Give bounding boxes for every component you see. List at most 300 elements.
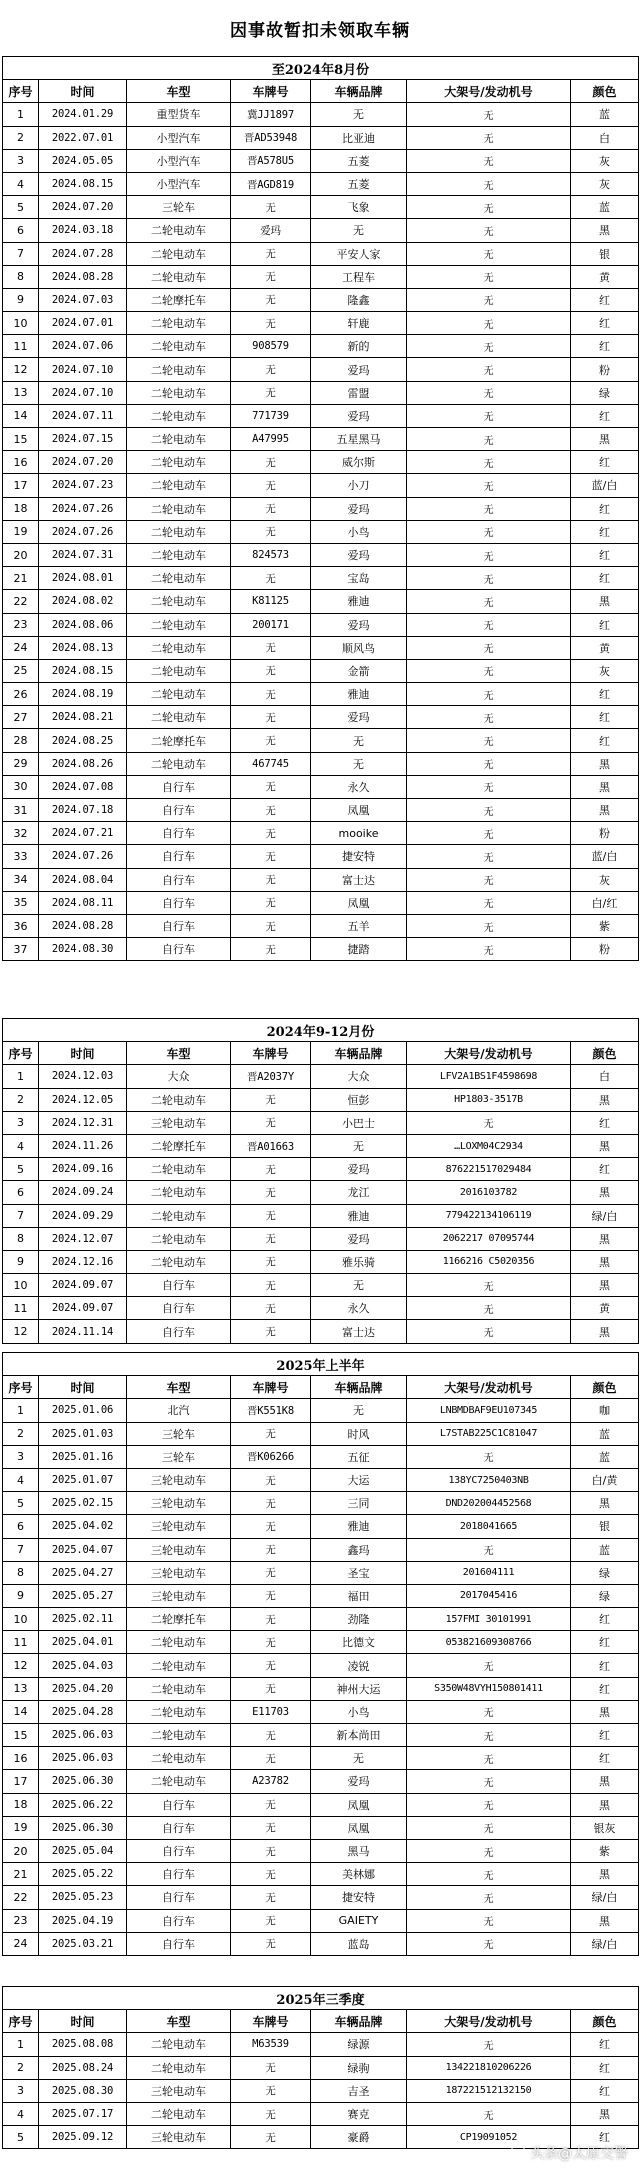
table-cell: 红 bbox=[571, 1158, 639, 1181]
table-cell: 2024.07.03 bbox=[39, 288, 127, 311]
table-cell: 银灰 bbox=[571, 1816, 639, 1839]
table-row bbox=[3, 752, 639, 775]
table-cell: 二轮电动车 bbox=[127, 520, 231, 543]
table-cell: 2024.09.24 bbox=[39, 1181, 127, 1204]
table-cell: 晋A578U5 bbox=[231, 149, 311, 172]
table-cell: 无 bbox=[231, 729, 311, 752]
table-cell: 23 bbox=[3, 613, 39, 636]
table-cell: 三轮电动车 bbox=[127, 1538, 231, 1561]
column-header: 车型 bbox=[127, 80, 231, 103]
table-cell: 灰 bbox=[571, 172, 639, 195]
table-cell: 三轮电动车 bbox=[127, 2079, 231, 2102]
table-cell: 三轮电动车 bbox=[127, 1561, 231, 1584]
table-cell: 无 bbox=[407, 1297, 571, 1320]
column-header: 车牌号 bbox=[231, 1376, 311, 1399]
table-cell: 红 bbox=[571, 683, 639, 706]
table-row bbox=[3, 1932, 639, 1955]
table-cell: 二轮电动车 bbox=[127, 567, 231, 590]
table-cell: 二轮电动车 bbox=[127, 2056, 231, 2079]
table-row bbox=[3, 103, 639, 126]
table-cell: 157FMI 30101991 bbox=[407, 1608, 571, 1631]
table-row bbox=[3, 2056, 639, 2079]
table-cell: 爱玛 bbox=[311, 1227, 407, 1250]
table-cell: 绿 bbox=[571, 1561, 639, 1584]
table-cell: 三轮电动车 bbox=[127, 1584, 231, 1607]
table-row bbox=[3, 219, 639, 242]
table-cell: 黑 bbox=[571, 1770, 639, 1793]
column-header: 序号 bbox=[3, 80, 39, 103]
table-row bbox=[3, 265, 639, 288]
table-row bbox=[3, 822, 639, 845]
table-cell: 蓝 bbox=[571, 1422, 639, 1445]
table-cell: 2025.03.21 bbox=[39, 1932, 127, 1955]
table-row bbox=[3, 683, 639, 706]
table-cell: 爱玛 bbox=[311, 358, 407, 381]
table-cell: 红 bbox=[571, 543, 639, 566]
table-cell: 雅迪 bbox=[311, 1204, 407, 1227]
table-cell: 黑 bbox=[571, 1793, 639, 1816]
table-row bbox=[3, 1863, 639, 1886]
table-row bbox=[3, 1181, 639, 1204]
table-cell: 大众 bbox=[127, 1065, 231, 1088]
table-row bbox=[3, 1515, 639, 1538]
table-cell: K81125 bbox=[231, 590, 311, 613]
table-cell: 22 bbox=[3, 590, 39, 613]
table-cell: 19 bbox=[3, 520, 39, 543]
table-cell: 2025.08.08 bbox=[39, 2033, 127, 2056]
table-row bbox=[3, 1111, 639, 1134]
table-row bbox=[3, 149, 639, 172]
table-cell: 无 bbox=[231, 1816, 311, 1839]
table-cell: 无 bbox=[407, 219, 571, 242]
table-cell: 无 bbox=[231, 1631, 311, 1654]
table-cell: 自行车 bbox=[127, 1816, 231, 1839]
table-cell: 1 bbox=[3, 103, 39, 126]
table-row bbox=[3, 196, 639, 219]
table-cell: 无 bbox=[231, 1468, 311, 1491]
table-cell: 自行车 bbox=[127, 868, 231, 891]
table-cell: 凤凰 bbox=[311, 1816, 407, 1839]
table-cell: 豪爵 bbox=[311, 2126, 407, 2149]
table-cell: 无 bbox=[231, 1297, 311, 1320]
table-row bbox=[3, 845, 639, 868]
table-cell: 22 bbox=[3, 1886, 39, 1909]
table-cell: 二轮电动车 bbox=[127, 451, 231, 474]
table-cell: 红 bbox=[571, 729, 639, 752]
table-cell: 2024.12.03 bbox=[39, 1065, 127, 1088]
table-cell: 灰 bbox=[571, 659, 639, 682]
table-cell: 白/黄 bbox=[571, 1468, 639, 1491]
table-cell: 自行车 bbox=[127, 914, 231, 937]
table-cell: 21 bbox=[3, 1863, 39, 1886]
table-cell: HP1803-3517B bbox=[407, 1088, 571, 1111]
table-cell: 无 bbox=[231, 1677, 311, 1700]
table-row bbox=[3, 729, 639, 752]
table-cell: 无 bbox=[407, 1654, 571, 1677]
watermark-text: 头条@太原交警 bbox=[530, 2146, 628, 2162]
table-cell: 富士达 bbox=[311, 868, 407, 891]
table-cell: 红 bbox=[571, 288, 639, 311]
table-cell: 19 bbox=[3, 1816, 39, 1839]
table-cell: 黄 bbox=[571, 1297, 639, 1320]
table-cell: 二轮摩托车 bbox=[127, 1608, 231, 1631]
table-cell: 2024.08.15 bbox=[39, 659, 127, 682]
table-cell: 自行车 bbox=[127, 1932, 231, 1955]
table-cell: 无 bbox=[231, 1515, 311, 1538]
table-cell: 138YC7250403NB bbox=[407, 1468, 571, 1491]
table-cell: 无 bbox=[231, 358, 311, 381]
table-cell: 1 bbox=[3, 1065, 39, 1088]
table-cell: DND202004452568 bbox=[407, 1492, 571, 1515]
table-cell: 36 bbox=[3, 914, 39, 937]
table-cell: 2024.07.11 bbox=[39, 404, 127, 427]
table-cell: 9 bbox=[3, 288, 39, 311]
table-cell: 无 bbox=[407, 567, 571, 590]
table-cell: 黑 bbox=[571, 775, 639, 798]
table-cell: 14 bbox=[3, 1700, 39, 1723]
table-cell: 二轮电动车 bbox=[127, 265, 231, 288]
table-cell: 二轮电动车 bbox=[127, 1227, 231, 1250]
table-row bbox=[3, 1793, 639, 1816]
table-cell: 蓝 bbox=[571, 103, 639, 126]
table-cell: 二轮摩托车 bbox=[127, 1134, 231, 1157]
table-cell: 北汽 bbox=[127, 1399, 231, 1422]
table-cell: 无 bbox=[407, 1839, 571, 1862]
table-cell: 6 bbox=[3, 219, 39, 242]
table-cell: 1166216 C5020356 bbox=[407, 1250, 571, 1273]
table-cell: 2024.05.05 bbox=[39, 149, 127, 172]
table-cell: 雷盟 bbox=[311, 381, 407, 404]
table-row bbox=[3, 1088, 639, 1111]
table-cell: 2025.09.12 bbox=[39, 2126, 127, 2149]
table-cell: 2025.04.27 bbox=[39, 1561, 127, 1584]
table-cell: 无 bbox=[231, 845, 311, 868]
table-cell: 二轮电动车 bbox=[127, 1747, 231, 1770]
table-cell: 圣宝 bbox=[311, 1561, 407, 1584]
table-cell: 黑 bbox=[571, 1227, 639, 1250]
table-cell: 无 bbox=[231, 636, 311, 659]
table-cell: 爱玛 bbox=[231, 219, 311, 242]
table-cell: 无 bbox=[231, 1886, 311, 1909]
table-cell: 雅迪 bbox=[311, 590, 407, 613]
table-row bbox=[3, 381, 639, 404]
table-cell: 黑 bbox=[571, 1274, 639, 1297]
table-row bbox=[3, 172, 639, 195]
table-cell: 2024.07.10 bbox=[39, 381, 127, 404]
table-cell: 自行车 bbox=[127, 1839, 231, 1862]
table-row bbox=[3, 1065, 639, 1088]
table-cell: 25 bbox=[3, 659, 39, 682]
table-cell: 7 bbox=[3, 1538, 39, 1561]
table-cell: 爱玛 bbox=[311, 543, 407, 566]
table-cell: 重型货车 bbox=[127, 103, 231, 126]
table-cell: 2024.12.31 bbox=[39, 1111, 127, 1134]
table-cell: 二轮电动车 bbox=[127, 636, 231, 659]
table-cell: 2024.09.16 bbox=[39, 1158, 127, 1181]
table-cell: 2024.07.26 bbox=[39, 845, 127, 868]
table-cell: 无 bbox=[231, 312, 311, 335]
table-cell: 无 bbox=[231, 1158, 311, 1181]
table-cell: 无 bbox=[407, 706, 571, 729]
table-row bbox=[3, 1274, 639, 1297]
table-cell: 自行车 bbox=[127, 822, 231, 845]
table-cell: 无 bbox=[231, 822, 311, 845]
table-cell: 无 bbox=[231, 1204, 311, 1227]
table-cell: 无 bbox=[311, 219, 407, 242]
table-cell: 无 bbox=[407, 381, 571, 404]
table-cell: 2025.04.19 bbox=[39, 1909, 127, 1932]
table-cell: 无 bbox=[231, 1747, 311, 1770]
header-row bbox=[3, 80, 639, 103]
table-cell: 永久 bbox=[311, 1297, 407, 1320]
table-cell: 2025.06.30 bbox=[39, 1770, 127, 1793]
table-cell: 比德文 bbox=[311, 1631, 407, 1654]
table-cell: 小型汽车 bbox=[127, 172, 231, 195]
table-cell: LNBMDBAF9EU107345 bbox=[407, 1399, 571, 1422]
table-cell: 白 bbox=[571, 1065, 639, 1088]
table-cell: 15 bbox=[3, 1724, 39, 1747]
table-cell: 二轮电动车 bbox=[127, 219, 231, 242]
table-cell: 无 bbox=[407, 683, 571, 706]
table-cell: 2025.08.24 bbox=[39, 2056, 127, 2079]
table-cell: 雅乐骑 bbox=[311, 1250, 407, 1273]
table-cell: 无 bbox=[407, 1909, 571, 1932]
table-cell: 无 bbox=[231, 2102, 311, 2125]
table-cell: 新的 bbox=[311, 335, 407, 358]
table-row bbox=[3, 358, 639, 381]
table-cell: 18 bbox=[3, 1793, 39, 1816]
table-cell: 银 bbox=[571, 242, 639, 265]
table-cell: 二轮电动车 bbox=[127, 1204, 231, 1227]
table-cell: 工程车 bbox=[311, 265, 407, 288]
table-row bbox=[3, 2079, 639, 2102]
table-cell: 无 bbox=[311, 1134, 407, 1157]
table-cell: 捷安特 bbox=[311, 1886, 407, 1909]
table-cell: 2024.11.26 bbox=[39, 1134, 127, 1157]
table-cell: 2025.04.07 bbox=[39, 1538, 127, 1561]
table-cell: 2024.09.29 bbox=[39, 1204, 127, 1227]
table-cell: 无 bbox=[231, 1422, 311, 1445]
table-cell: 自行车 bbox=[127, 938, 231, 961]
table-cell: 无 bbox=[231, 381, 311, 404]
table-cell: 2024.07.23 bbox=[39, 474, 127, 497]
table-cell: 无 bbox=[407, 1538, 571, 1561]
table-cell: 无 bbox=[407, 335, 571, 358]
table-row bbox=[3, 1747, 639, 1770]
table-cell: 晋AGD819 bbox=[231, 172, 311, 195]
table-cell: 蓝 bbox=[571, 196, 639, 219]
table-row bbox=[3, 1204, 639, 1227]
column-header: 车辆品牌 bbox=[311, 1376, 407, 1399]
table-cell: 红 bbox=[571, 1724, 639, 1747]
table-cell: 三轮电动车 bbox=[127, 1468, 231, 1491]
table-cell: 5 bbox=[3, 1492, 39, 1515]
table-cell: 三轮电动车 bbox=[127, 1515, 231, 1538]
table-cell: 4 bbox=[3, 2102, 39, 2125]
table-cell: 2024.12.05 bbox=[39, 1088, 127, 1111]
table-cell: 红 bbox=[571, 1111, 639, 1134]
table-cell: 二轮电动车 bbox=[127, 1250, 231, 1273]
table-cell: 平安人家 bbox=[311, 242, 407, 265]
column-header: 车牌号 bbox=[231, 2010, 311, 2033]
table-cell: 2025.06.03 bbox=[39, 1747, 127, 1770]
table-cell: 3 bbox=[3, 149, 39, 172]
table-cell: 2 bbox=[3, 1088, 39, 1111]
table-row bbox=[3, 1492, 639, 1515]
table-row bbox=[3, 1538, 639, 1561]
table-row bbox=[3, 1561, 639, 1584]
table-row bbox=[3, 335, 639, 358]
table-cell: 白 bbox=[571, 126, 639, 149]
table-cell: 无 bbox=[407, 1274, 571, 1297]
table-cell: 无 bbox=[407, 126, 571, 149]
table-cell: 无 bbox=[231, 1492, 311, 1515]
table-cell: 蓝 bbox=[571, 1538, 639, 1561]
table-row bbox=[3, 543, 639, 566]
table-cell: 新本尚田 bbox=[311, 1724, 407, 1747]
table-cell: 白/红 bbox=[571, 891, 639, 914]
table-cell: 无 bbox=[231, 520, 311, 543]
table-cell: 32 bbox=[3, 822, 39, 845]
table-cell: 2024.07.20 bbox=[39, 196, 127, 219]
table-cell: 小巴士 bbox=[311, 1111, 407, 1134]
table-cell: M63539 bbox=[231, 2033, 311, 2056]
column-header: 时间 bbox=[39, 1042, 127, 1065]
table-cell: 无 bbox=[407, 1793, 571, 1816]
column-header: 颜色 bbox=[571, 1376, 639, 1399]
table-cell: 无 bbox=[407, 1445, 571, 1468]
table-cell: 晋A01663 bbox=[231, 1134, 311, 1157]
table-cell: 26 bbox=[3, 683, 39, 706]
table-cell: 2024.07.28 bbox=[39, 242, 127, 265]
table-cell: 无 bbox=[231, 1250, 311, 1273]
table-cell: 隆鑫 bbox=[311, 288, 407, 311]
table-cell: 红 bbox=[571, 497, 639, 520]
table-cell: 无 bbox=[407, 543, 571, 566]
table-cell: 自行车 bbox=[127, 845, 231, 868]
table-cell: 17 bbox=[3, 474, 39, 497]
table-cell: 红 bbox=[571, 451, 639, 474]
table-row bbox=[3, 1297, 639, 1320]
table-cell: 8 bbox=[3, 1227, 39, 1250]
table-cell: 无 bbox=[407, 288, 571, 311]
table-cell: 红 bbox=[571, 706, 639, 729]
table-cell: 10 bbox=[3, 312, 39, 335]
table-cell: 捷安特 bbox=[311, 845, 407, 868]
table-cell: 宝岛 bbox=[311, 567, 407, 590]
table-cell: 小刀 bbox=[311, 474, 407, 497]
table-row bbox=[3, 1608, 639, 1631]
table-row bbox=[3, 938, 639, 961]
table-cell: 五菱 bbox=[311, 149, 407, 172]
column-header: 大架号/发动机号 bbox=[407, 1042, 571, 1065]
table-cell: 黑 bbox=[571, 2102, 639, 2125]
table-cell: 二轮电动车 bbox=[127, 1181, 231, 1204]
table-cell: 二轮电动车 bbox=[127, 1700, 231, 1723]
table-cell: 无 bbox=[231, 1320, 311, 1343]
table-cell: 二轮电动车 bbox=[127, 1770, 231, 1793]
table-cell: 2024.08.11 bbox=[39, 891, 127, 914]
table-cell: 吉圣 bbox=[311, 2079, 407, 2102]
table-cell: 紫 bbox=[571, 914, 639, 937]
table-cell: 自行车 bbox=[127, 775, 231, 798]
table-cell: 红 bbox=[571, 1677, 639, 1700]
header-row bbox=[3, 1376, 639, 1399]
table-cell: 9 bbox=[3, 1584, 39, 1607]
table-cell: 无 bbox=[231, 1227, 311, 1250]
table-row bbox=[3, 288, 639, 311]
column-header: 车型 bbox=[127, 1042, 231, 1065]
table-cell: 绿/白 bbox=[571, 1932, 639, 1955]
table-cell: 5 bbox=[3, 196, 39, 219]
table-cell: 自行车 bbox=[127, 891, 231, 914]
table-cell: 1 bbox=[3, 2033, 39, 2056]
table-cell: 二轮电动车 bbox=[127, 706, 231, 729]
table-cell: 134221810206226 bbox=[407, 2056, 571, 2079]
table-cell: 11 bbox=[3, 335, 39, 358]
table-cell: 30 bbox=[3, 775, 39, 798]
table-cell: 自行车 bbox=[127, 799, 231, 822]
table-cell: CP19091052 bbox=[407, 2126, 571, 2149]
table-cell: 15 bbox=[3, 428, 39, 451]
table-row bbox=[3, 1700, 639, 1723]
table-cell: 比亚迪 bbox=[311, 126, 407, 149]
table-cell: 无 bbox=[231, 1932, 311, 1955]
table-cell: 凤凰 bbox=[311, 799, 407, 822]
table-cell: 2025.08.30 bbox=[39, 2079, 127, 2102]
table-row bbox=[3, 868, 639, 891]
table-row bbox=[3, 474, 639, 497]
table-cell: 无 bbox=[407, 1700, 571, 1723]
table-cell: 无 bbox=[231, 1181, 311, 1204]
table-cell: 黑 bbox=[571, 752, 639, 775]
table-cell: 咖 bbox=[571, 1399, 639, 1422]
table-cell: 二轮电动车 bbox=[127, 358, 231, 381]
column-header: 序号 bbox=[3, 2010, 39, 2033]
table-cell: 捷踏 bbox=[311, 938, 407, 961]
table-row bbox=[3, 404, 639, 427]
table-cell: 无 bbox=[231, 706, 311, 729]
section-title: 2025年上半年 bbox=[3, 1353, 639, 1376]
table-cell: 2024.08.19 bbox=[39, 683, 127, 706]
table-cell: 无 bbox=[231, 938, 311, 961]
table-cell: 2024.08.28 bbox=[39, 265, 127, 288]
table-cell: 2024.08.02 bbox=[39, 590, 127, 613]
table-row bbox=[3, 242, 639, 265]
column-header: 序号 bbox=[3, 1042, 39, 1065]
table-cell: 三轮车 bbox=[127, 1445, 231, 1468]
table-cell: 二轮电动车 bbox=[127, 404, 231, 427]
table-cell: 29 bbox=[3, 752, 39, 775]
table-row bbox=[3, 1227, 639, 1250]
table-cell: 红 bbox=[571, 1631, 639, 1654]
table-cell: 蓝/白 bbox=[571, 474, 639, 497]
column-header: 车型 bbox=[127, 1376, 231, 1399]
table-cell: 2024.08.26 bbox=[39, 752, 127, 775]
table-cell: 10 bbox=[3, 1274, 39, 1297]
table-cell: 五征 bbox=[311, 1445, 407, 1468]
table-cell: 8 bbox=[3, 265, 39, 288]
table-cell: 2024.08.06 bbox=[39, 613, 127, 636]
table-cell: 二轮电动车 bbox=[127, 474, 231, 497]
table-row bbox=[3, 1422, 639, 1445]
table-row bbox=[3, 1584, 639, 1607]
table-cell: 无 bbox=[231, 474, 311, 497]
table-cell: 红 bbox=[571, 1608, 639, 1631]
table-cell: 绿 bbox=[571, 381, 639, 404]
table-cell: 无 bbox=[231, 497, 311, 520]
table-cell: 2 bbox=[3, 2056, 39, 2079]
